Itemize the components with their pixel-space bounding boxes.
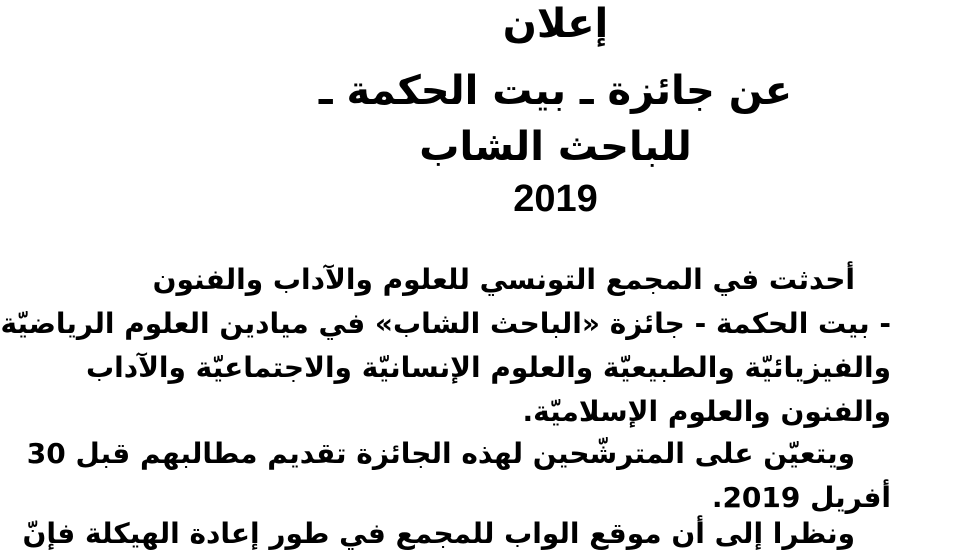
prize-year-heading: 2019 [513,178,598,220]
paragraph-line: والفيزيائيّة والطبيعيّة والعلوم الإنسانيّة والاجتماعيّة والآداب [85,351,891,384]
paragraph-line: والفنون والعلوم الإسلاميّة. [522,395,891,428]
paragraph-website-note [22,512,891,556]
paragraph-prize-description [0,258,891,434]
paragraph-deadline [26,432,891,520]
prize-category-heading: للباحث الشاب [419,124,692,170]
paragraph-line: ويتعيّن على المترشّحين لهذه الجائزة تقديم مطالبهم قبل 30 [26,437,855,470]
paragraph-line: أحدثت في المجمع التونسي للعلوم والآداب والفنون [152,263,855,296]
paragraph-line: أفريل 2019. [711,481,891,514]
paragraph-line: ونظرا إلى أن موقع الواب للمجمع في طور إعادة الهيكلة فإنّ [22,517,855,550]
announcement-heading: إعلان [502,1,609,47]
prize-name-heading: عن جائزة ـ بيت الحكمة ـ [318,68,793,114]
paragraph-line: - بيت الحكمة - جائزة «الباحث الشاب» في ميادين العلوم الرياضيّة [0,307,891,340]
